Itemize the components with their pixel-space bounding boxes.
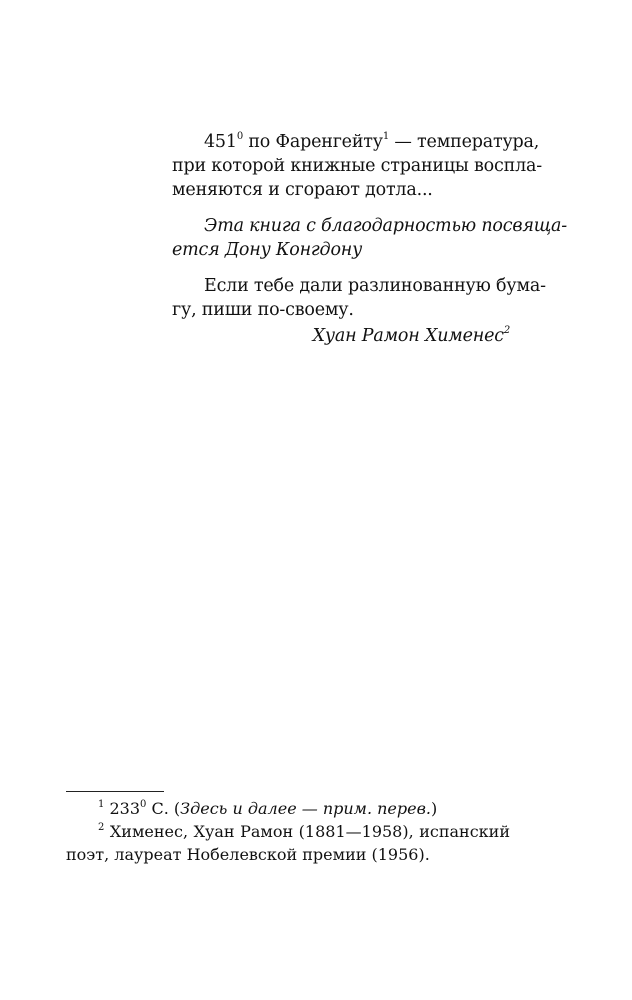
- fahrenheit-text: по Фаренгейту: [242, 132, 383, 152]
- degree-mark: 0: [236, 131, 243, 143]
- dedication-paragraph: [172, 214, 567, 262]
- temperature-text: — температура,: [389, 132, 540, 152]
- footnote-ref-1[interactable]: 1: [382, 131, 390, 143]
- footnote-1-comment: Здесь и далее — прим. перев.: [180, 799, 431, 818]
- footnote-2-text-1: Хименес, Хуан Рамон (1881—1958), испанский: [104, 822, 510, 841]
- quote-line-2: гу, пиши по-своему.: [172, 300, 354, 320]
- footnote-1-line: [66, 797, 510, 820]
- title-number: 451: [204, 132, 237, 152]
- footnote-2-line-1: [66, 820, 510, 843]
- title-line-3: меняются и сгорают дотла...: [172, 180, 433, 200]
- epigraph-block: [172, 130, 567, 348]
- dedication-line-1: Эта книга с благодарностью посвяща-: [204, 216, 567, 236]
- title-line-2: при которой книжные страницы воспла-: [172, 156, 542, 176]
- quote-attribution: [172, 324, 510, 348]
- attribution-name: Хуан Рамон Хименес: [312, 326, 504, 346]
- footnote-1-unit: С. (: [146, 799, 181, 818]
- footnote-ref-2[interactable]: 2: [503, 325, 510, 337]
- footnote-1: [66, 797, 510, 820]
- footnote-1-closing: ): [431, 799, 438, 818]
- dedication-line-2: ется Дону Конгдону: [172, 240, 363, 260]
- footnote-divider: [66, 791, 164, 792]
- footnote-2: [66, 820, 510, 866]
- footnote-1-degree-mark: 0: [140, 798, 147, 810]
- footnote-1-temperature: 233: [104, 799, 140, 818]
- quote-paragraph: [172, 274, 546, 322]
- footnote-1-marker: 1: [98, 798, 105, 810]
- title-line-1: [172, 130, 540, 154]
- footnotes-block: [66, 797, 510, 866]
- title-paragraph: [172, 130, 542, 202]
- footnote-2-line-2: поэт, лауреат Нобелевской премии (1956).: [66, 845, 430, 864]
- footnote-2-marker: 2: [98, 821, 105, 833]
- quote-line-1: Если тебе дали разлинованную бума-: [204, 276, 546, 296]
